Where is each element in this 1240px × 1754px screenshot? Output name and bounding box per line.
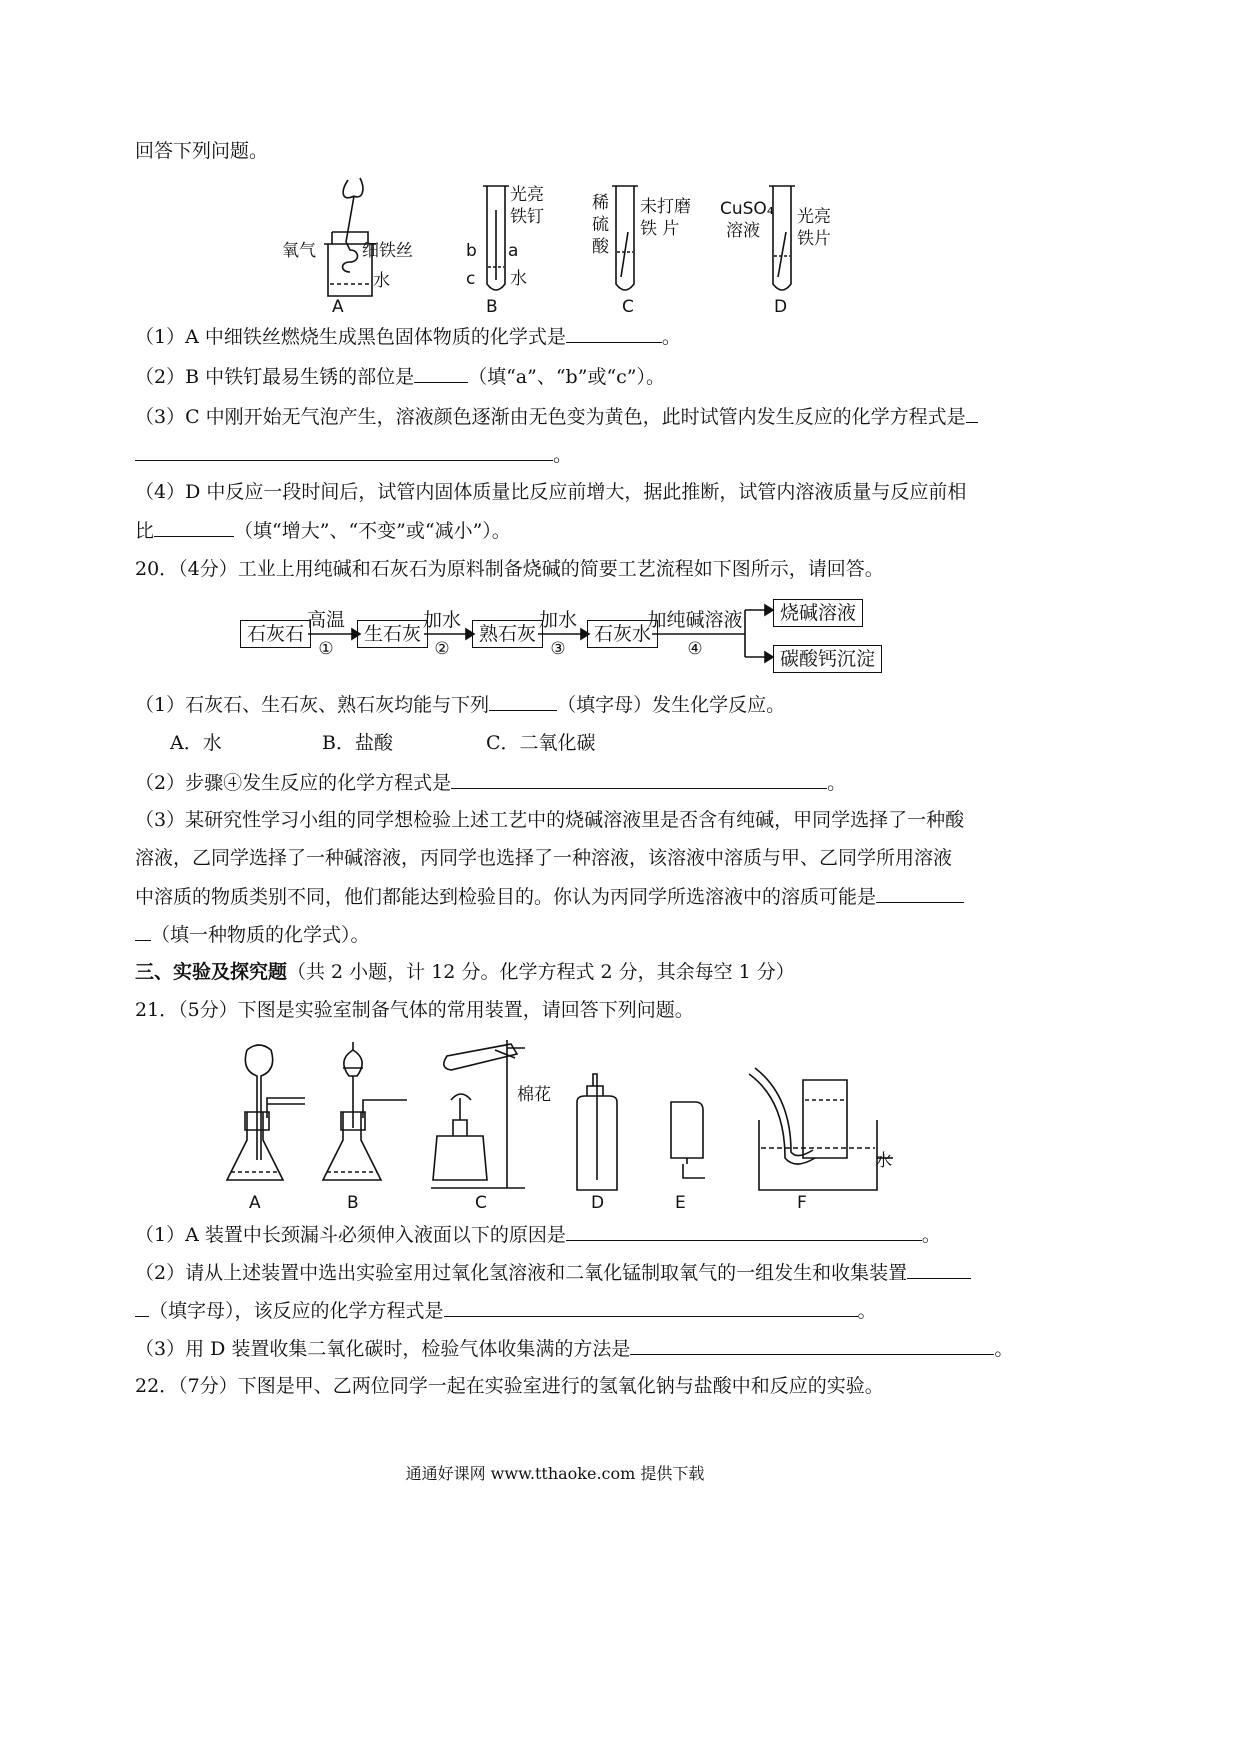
- water-trough-icon: [759, 1120, 877, 1190]
- fig19-point-b: b: [466, 241, 477, 261]
- flow-output-calcium-carbonate: 碳酸钙沉淀: [773, 645, 882, 673]
- fig21-label-a: A: [249, 1193, 261, 1212]
- conical-flask-b-icon: [323, 1112, 381, 1180]
- answer-blank[interactable]: [135, 920, 151, 941]
- fig19-iron-c-2: 铁 片: [640, 219, 680, 239]
- answer-blank[interactable]: [566, 1220, 922, 1241]
- answer-blank[interactable]: [630, 1334, 994, 1355]
- fig19-cuso4-label: CuSO₄: [720, 199, 774, 219]
- q20-part3-line2: 溶液，乙同学选择了一种碱溶液，丙同学也选择了一种溶液，该溶液中溶质与甲、乙同学所用溶液: [135, 847, 953, 869]
- page-footer: 通通好课网 www.tthaoke.com 提供下载: [405, 1464, 705, 1483]
- q21-part3: （3）用 D 装置收集二氧化碳时，检验气体收集满的方法是 。: [135, 1334, 1013, 1363]
- fig19-water-a-label: 水: [373, 271, 390, 291]
- q20-option-a: A．水: [170, 732, 222, 754]
- flow-arrows: [300, 596, 780, 676]
- figure-q19: [270, 172, 850, 317]
- heated-test-tube-icon: [444, 1044, 517, 1070]
- answer-blank[interactable]: [451, 768, 827, 789]
- q20-part3-line1: （3）某研究性学习小组的同学想检验上述工艺中的烧碱溶液里是否含有纯碱，甲同学选择了一种酸: [135, 809, 965, 831]
- fig19-iron-d-1: 光亮: [797, 207, 831, 227]
- collecting-bottle-f-icon: [803, 1080, 847, 1158]
- flow-step-lime-water: 石灰水: [587, 620, 658, 648]
- fig19-label-d: D: [774, 297, 788, 317]
- delivery-tube-a-icon: [267, 1098, 305, 1118]
- answer-blank[interactable]: [566, 322, 662, 343]
- answer-blank[interactable]: [489, 690, 557, 711]
- q20-option-b: B．盐酸: [322, 732, 393, 754]
- q21-part1: （1）A 装置中长颈漏斗必须伸入液面以下的原因是 。: [135, 1220, 941, 1249]
- q19-part2: （2）B 中铁钉最易生锈的部位是 （填“a”、“b”或“c”）。: [135, 362, 665, 391]
- fig21-water-label: 水: [875, 1151, 892, 1171]
- intro-text: 回答下列问题。: [135, 140, 269, 162]
- q19-part3: （3）C 中刚开始无气泡产生，溶液颜色逐渐由无色变为黄色，此时试管内发生反应的化学方程式是: [135, 402, 978, 431]
- fig19-water-b-label: 水: [510, 269, 527, 289]
- fig19-acid-3: 酸: [592, 237, 609, 257]
- flow-step-limestone: 石灰石: [240, 620, 311, 648]
- fig19-nail-label-2: 铁钉: [510, 207, 544, 227]
- answer-blank[interactable]: [907, 1258, 971, 1279]
- flow-num-1: ①: [318, 639, 334, 659]
- fig19-solution-label: 溶液: [726, 221, 760, 241]
- section-3-heading: 三、实验及探究题（共 2 小题，计 12 分。化学方程式 2 分，其余每空 1 分）: [135, 961, 795, 983]
- q19-part1: （1）A 中细铁丝燃烧生成黑色固体物质的化学式是 。: [135, 322, 681, 351]
- answer-blank[interactable]: [966, 402, 978, 423]
- fig21-label-f: F: [797, 1193, 807, 1212]
- test-tube-c-icon: [612, 186, 638, 290]
- q19-part4: （4）D 中反应一段时间后，试管内固体质量比反应前增大，据此推断，试管内溶液质量与反应前相: [135, 481, 967, 503]
- fig19-point-c: c: [466, 269, 476, 289]
- q21-part2: （2）请从上述装置中选出实验室用过氧化氢溶液和二氧化锰制取氧气的一组发生和收集装置: [135, 1258, 971, 1287]
- fig19-iron-d-2: 铁片: [797, 229, 831, 249]
- alcohol-lamp-icon: [433, 1098, 487, 1180]
- conical-flask-a-icon: [227, 1112, 283, 1180]
- q20-part3-line4: （填一种物质的化学式）。: [135, 920, 370, 949]
- fig19-nail-label-1: 光亮: [510, 185, 544, 205]
- fig21-label-c: C: [475, 1193, 487, 1212]
- flow-step-slaked-lime: 熟石灰: [472, 620, 543, 648]
- flow-cond-4: 加纯碱溶液: [647, 609, 743, 631]
- q20-part1: （1）石灰石、生石灰、熟石灰均能与下列 （填字母）发生化学反应。: [135, 690, 785, 719]
- fig21-cotton-label: 棉花: [517, 1085, 551, 1105]
- fig19-label-a: A: [332, 297, 344, 317]
- q19-part3-cont: 。: [135, 440, 572, 469]
- fig19-iron-c-1: 未打磨: [640, 197, 691, 217]
- fig19-label-c: C: [622, 297, 634, 317]
- answer-blank[interactable]: [414, 362, 468, 383]
- fig21-label-d: D: [591, 1193, 605, 1212]
- answer-blank[interactable]: [135, 1296, 149, 1317]
- answer-blank[interactable]: [154, 516, 234, 537]
- flow-step-quicklime: 生石灰: [357, 620, 428, 648]
- fig19-label-b: B: [486, 297, 498, 317]
- fig21-label-b: B: [347, 1193, 359, 1212]
- flow-num-4: ④: [687, 639, 703, 659]
- fig19-wire-label: 细铁丝: [362, 241, 413, 261]
- fig19-acid-1: 稀: [592, 193, 609, 213]
- fig19-point-a: a: [508, 241, 519, 261]
- iron-wire-icon: [343, 242, 358, 272]
- q19-part4-cont: 比 （填“增大”、“不变”或“减小”）。: [135, 516, 511, 545]
- q20-part3-line3: 中溶质的物质类别不同，他们都能达到检验目的。你认为丙同学所选溶液中的溶质可能是: [135, 882, 964, 911]
- flow-cond-2: 加水: [422, 609, 462, 631]
- answer-blank[interactable]: [444, 1296, 858, 1317]
- q20-option-c: C．二氧化碳: [486, 732, 596, 754]
- gas-bottle-e-icon: [671, 1102, 703, 1158]
- flow-output-caustic-soda: 烧碱溶液: [773, 599, 863, 627]
- q21-part2-cont: （填字母），该反应的化学方程式是 。: [135, 1296, 877, 1325]
- figure-q21: [225, 1040, 895, 1212]
- answer-blank[interactable]: [135, 440, 553, 461]
- fig19-oxygen-label: 氧气: [282, 241, 316, 261]
- q20-title: 20．（4分）工业上用纯碱和石灰石为原料制备烧碱的简要工艺流程如下图所示，请回答。: [135, 558, 884, 580]
- separatory-funnel-icon: [343, 1042, 363, 1128]
- flow-cond-3: 加水: [538, 609, 578, 631]
- iron-stand-icon: [431, 1040, 525, 1188]
- delivery-tube-b-icon: [363, 1100, 407, 1118]
- flow-num-3: ③: [550, 639, 566, 659]
- fig19-acid-2: 硫: [592, 215, 609, 235]
- flow-cond-1: 高温: [306, 609, 346, 631]
- fig21-label-e: E: [675, 1193, 686, 1212]
- q21-title: 21．（5分）下图是实验室制备气体的常用装置，请回答下列问题。: [135, 999, 694, 1021]
- q22-title: 22．（7分）下图是甲、乙两位同学一起在实验室进行的氢氧化钠与盐酸中和反应的实验。: [135, 1375, 884, 1397]
- answer-blank[interactable]: [876, 882, 964, 903]
- q20-part2: （2）步骤④发生反应的化学方程式是 。: [135, 768, 846, 797]
- funnel-icon: [245, 1045, 272, 1160]
- flow-num-2: ②: [434, 639, 450, 659]
